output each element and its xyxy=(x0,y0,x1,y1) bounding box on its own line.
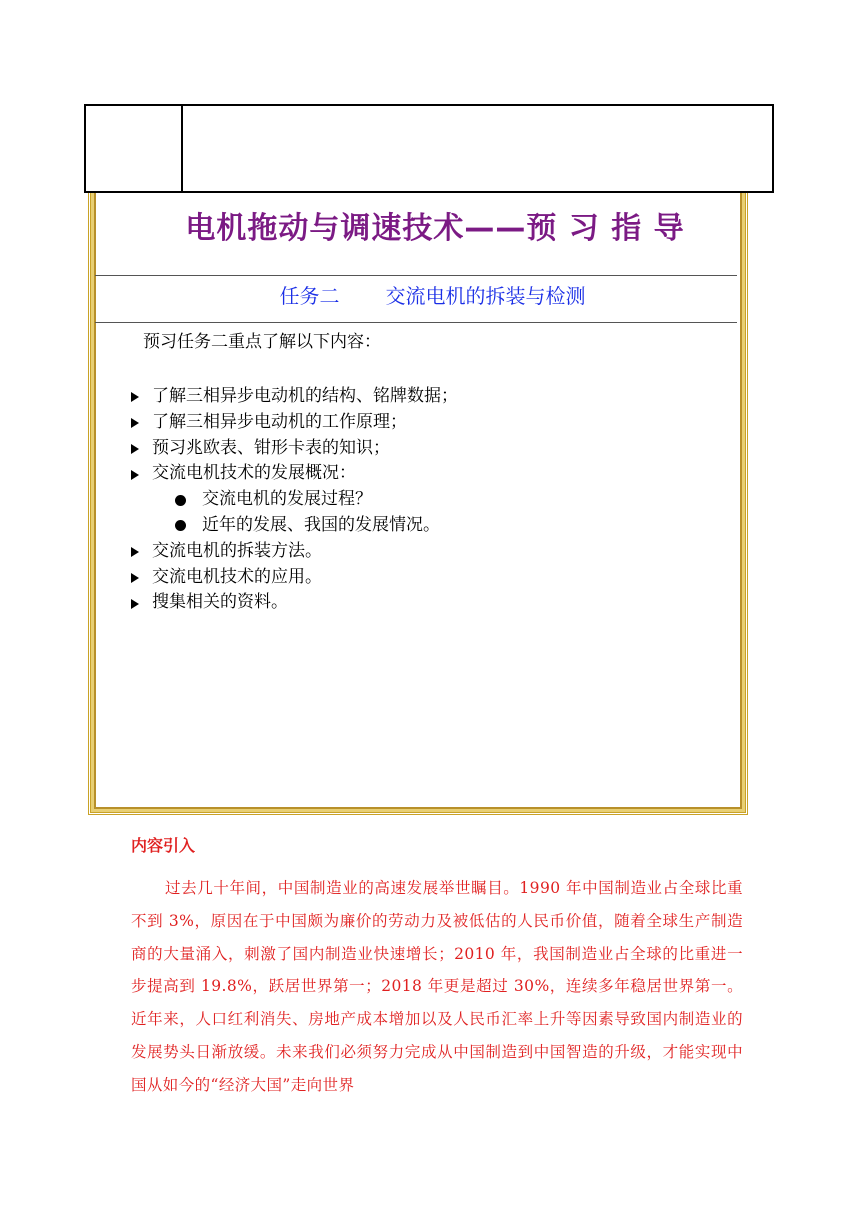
arrow-bullet-icon xyxy=(131,573,139,583)
arrow-bullet-icon xyxy=(131,418,139,428)
list-item-text: 近年的发展、我国的发展情况。 xyxy=(202,514,440,535)
divider-bottom xyxy=(95,322,737,323)
task-number: 任务二 xyxy=(279,284,340,308)
list-item xyxy=(131,384,458,410)
list-item-text: 搜集相关的资料。 xyxy=(152,592,288,613)
arrow-bullet-icon xyxy=(131,392,139,402)
arrow-bullet-icon xyxy=(131,599,139,609)
list-item-text: 预习兆欧表、钳形卡表的知识； xyxy=(152,437,390,458)
list-item xyxy=(131,461,458,487)
list-item-text: 了解三相异步电动机的工作原理； xyxy=(152,411,407,432)
list-item xyxy=(131,565,458,591)
header-cell-right xyxy=(183,106,772,191)
sub-list-item xyxy=(131,513,458,539)
list-item-text: 交流电机的拆装方法。 xyxy=(152,540,322,561)
header-table xyxy=(84,104,774,193)
section-paragraph: 过去几十年间，中国制造业的高速发展举世瞩目。1990 年中国制造业占全球比重不到 3%，原因在于中国颇为廉价的劳动力及被低估的人民币价值，随着全球生产制造商的大量涌入，刺激了国内制造业快速增长；2010 年，我国制造业占全球的比重进一步提高到 19.8%，跃居世界第一；2018 年更是超过 30%，连续多年稳居世界第一。近年来，人口红利消失、房地产成本增加以及人民币汇率上升等因素导致国内制造业的发展势头日渐放缓。未来我们必须努力完成从中国制造到中国智造的升级，才能实现中国从如今的“经济大国”走向世界 xyxy=(131,879,743,1094)
page-title: 电机拖动与调速技术——预 习 指 导 xyxy=(185,211,685,246)
list-item xyxy=(131,436,458,462)
section-heading: 内容引入 xyxy=(131,836,196,855)
list-item xyxy=(131,410,458,436)
preview-list xyxy=(131,384,458,616)
arrow-bullet-icon xyxy=(131,547,139,557)
list-item-text: 交流电机的发展过程？ xyxy=(202,489,372,510)
task-name: 交流电机的拆装与检测 xyxy=(385,284,586,308)
list-item-text: 交流电机技术的应用。 xyxy=(152,566,322,587)
task-title xyxy=(0,280,860,309)
list-item xyxy=(131,539,458,565)
list-item-text: 交流电机技术的发展概况： xyxy=(152,463,356,484)
arrow-bullet-icon xyxy=(131,470,139,480)
list-item-text: 了解三相异步电动机的结构、铭牌数据； xyxy=(152,386,458,406)
sub-list-item xyxy=(131,487,458,513)
dot-bullet-icon xyxy=(175,520,186,531)
divider-top xyxy=(95,275,737,276)
header-cell-left xyxy=(86,106,183,191)
list-item xyxy=(131,590,458,616)
arrow-bullet-icon xyxy=(131,444,139,454)
intro-text: 预习任务二重点了解以下内容： xyxy=(143,332,381,352)
dot-bullet-icon xyxy=(175,495,186,506)
